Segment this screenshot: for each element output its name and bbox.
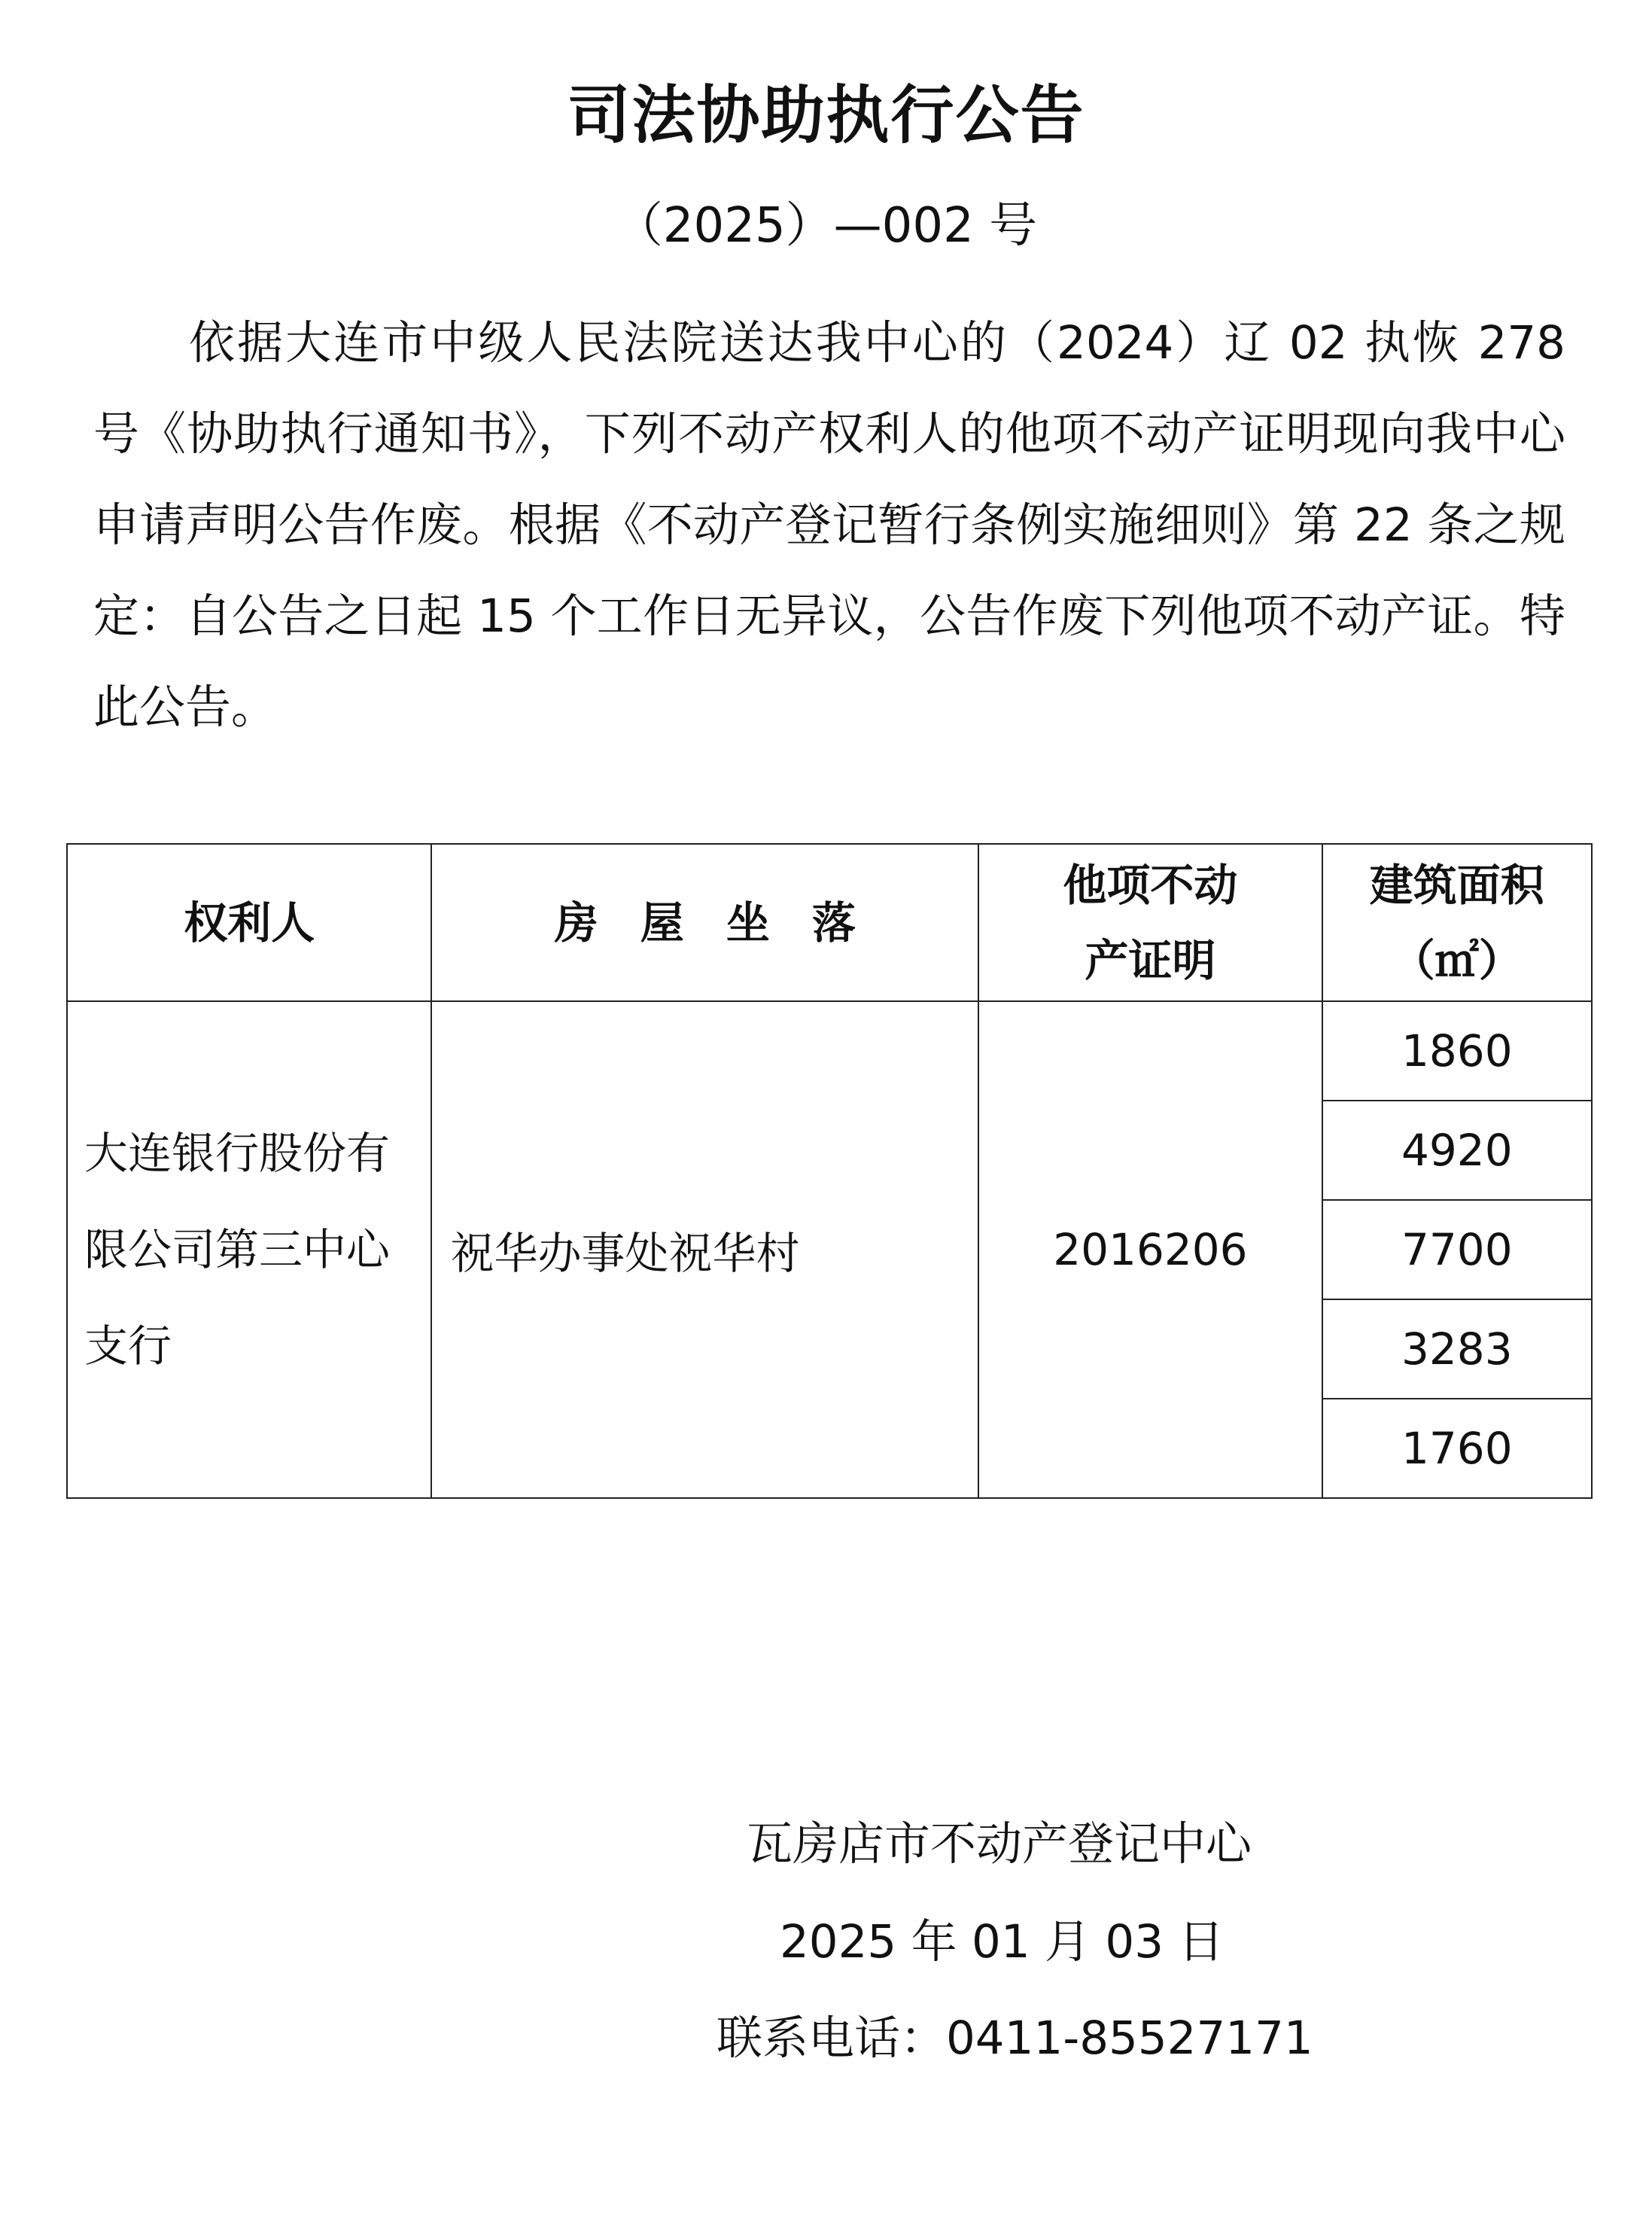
header-certificate-line1: 他项不动: [1063, 859, 1238, 911]
table-row: [67, 1001, 1592, 1101]
cell-certificate: 2016206: [978, 1001, 1322, 1498]
issue-date: 2025 年 01 月 03 日: [780, 1915, 1225, 1969]
cell-area: 3283: [1322, 1299, 1592, 1399]
header-location-char: 屋: [640, 897, 684, 949]
header-area: [1322, 844, 1592, 1001]
cell-area: 7700: [1322, 1200, 1592, 1299]
contact-phone: 联系电话：0411-85527171: [716, 2011, 1313, 2065]
header-holder: 权利人: [67, 844, 431, 1001]
notice-number: （2025）—002 号: [614, 198, 1038, 254]
header-certificate: [978, 844, 1322, 1001]
cell-area: 1760: [1322, 1399, 1592, 1498]
header-location-char: 坐: [726, 897, 770, 949]
header-location-char: 房: [554, 897, 598, 949]
header-area-line2: （㎡）: [1391, 934, 1523, 986]
certificate-table: [66, 843, 1593, 1499]
notice-body: 依据大连市中级人民法院送达我中心的（2024）辽 02 执恢 278 号《协助执行通知书》，下列不动产权利人的他项不动产证明现向我中心申请声明公告作废。根据《不动产登记暂行条例实施细则》第 22 条之规定：自公告之日起 15 个工作日无异议，公告作废下列他项不动产证。特此公告。: [93, 316, 1565, 734]
issuing-organization: 瓦房店市不动产登记中心: [747, 1817, 1252, 1871]
header-certificate-line2: 产证明: [1085, 934, 1216, 986]
table-header-row: [67, 844, 1592, 1001]
cell-location: 祝华办事处祝华村: [431, 1001, 978, 1498]
header-location-char: 落: [811, 897, 856, 949]
notice-title: 司法协助执行公告: [567, 78, 1085, 152]
cell-area: 4920: [1322, 1101, 1592, 1200]
cell-holder: 大连银行股份有限公司第三中心支行: [67, 1001, 431, 1498]
header-area-line1: 建筑面积: [1369, 859, 1544, 911]
header-location: [431, 844, 978, 1001]
cell-area: 1860: [1322, 1001, 1592, 1101]
